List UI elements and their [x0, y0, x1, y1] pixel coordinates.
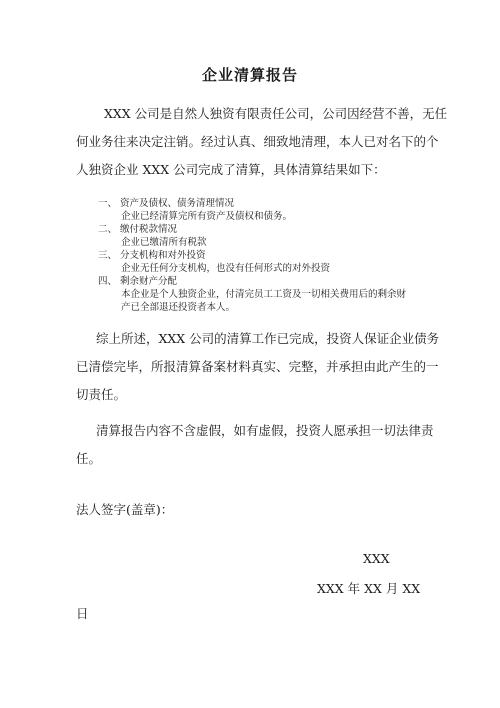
section-body: 企业已经清算完所有资产及债权和债务。 — [121, 211, 293, 222]
page-title: 企业清算报告 — [201, 66, 298, 84]
signer-name: XXX — [363, 551, 390, 566]
section-heading: 三、 分支机构和对外投资 — [98, 250, 206, 261]
summary-line: 切责任。 — [76, 387, 127, 402]
intro-line: 何业务往来决定注销。经过认真、细致地清理，本人已对名下的个 — [76, 134, 439, 149]
summary-line: 已清偿完毕，所报清算备案材料真实、完整，并承担由此产生的一 — [76, 359, 439, 374]
section-body: 企业已缴清所有税款 — [121, 237, 207, 248]
section-heading: 二、 缴付税款情况 — [98, 224, 178, 235]
summary-line: 综上所述，XXX 公司的清算工作已完成，投资人保证企业债务 — [96, 331, 440, 346]
statement-line: 清算报告内容不含虚假，如有虚假，投资人愿承担一切法律责 — [96, 423, 434, 438]
section-body: 产已全部退还投资者本人。 — [121, 302, 236, 313]
report-date: XXX 年 XX 月 XX — [317, 581, 421, 596]
section-body: 企业无任何分支机构，也没有任何形式的对外投资 — [121, 263, 331, 274]
intro-line: XXX 公司是自然人独资有限责任公司，公司因经营不善，无任 — [104, 106, 448, 121]
section-body: 本企业是个人独资企业，付清完员工工资及一切相关费用后的剩余财 — [121, 289, 407, 300]
section-heading: 一、 资产及债权、债务清理情况 — [98, 198, 235, 209]
intro-line: 人独资企业 XXX 公司完成了清算，具体清算结果如下： — [76, 162, 386, 177]
report-date-day: 日 — [76, 606, 89, 621]
statement-line: 任。 — [76, 451, 102, 466]
signature-label: 法人签字(盖章)： — [76, 502, 174, 517]
section-heading: 四、 剩余财产分配 — [98, 276, 178, 287]
